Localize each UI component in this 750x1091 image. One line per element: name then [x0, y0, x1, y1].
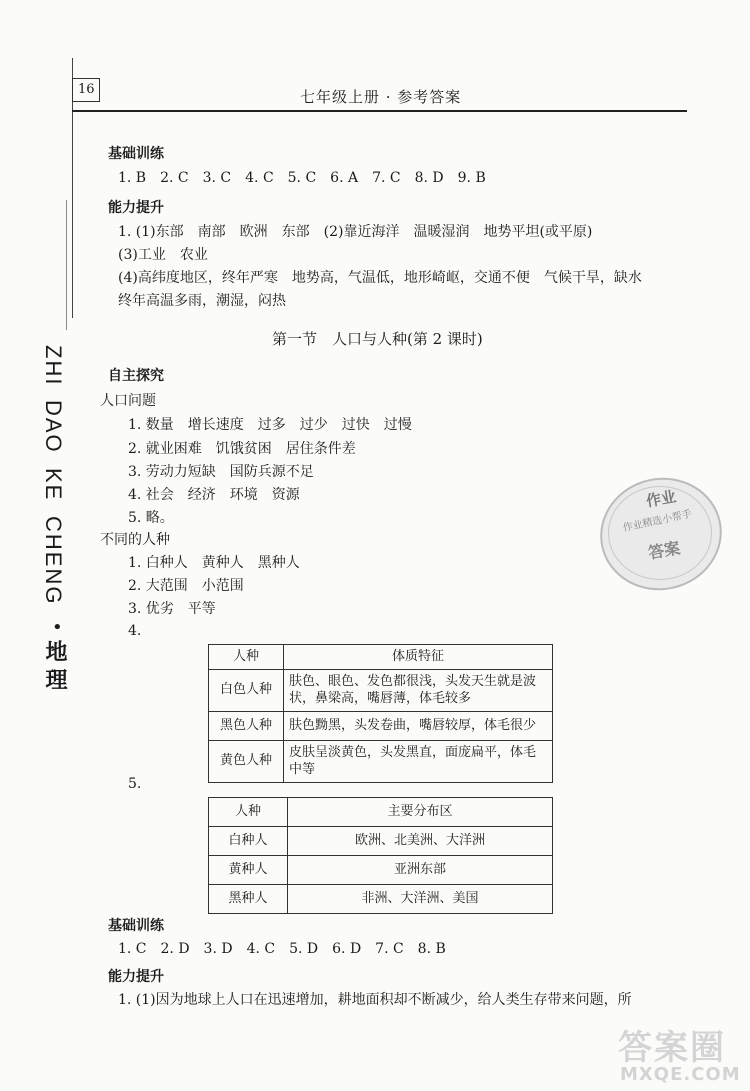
table-header-cell: 主要分布区: [288, 798, 553, 827]
ability-line: 终年高温多雨，潮湿，闷热: [118, 293, 286, 309]
population-heading: 人口问题: [100, 393, 156, 409]
spine-word: ZHI: [41, 345, 66, 387]
race-cell: 白种人: [209, 827, 288, 856]
basic-answers-1: 1. B 2. C 3. C 4. C 5. C 6. A 7. C 8. D 9. B: [118, 170, 486, 186]
stamp-text-middle: 作业精选小帮手: [622, 508, 693, 535]
races-heading: 不同的人种: [100, 532, 170, 548]
page-number: 16: [78, 82, 95, 97]
ability-line-2: 1. (1)因为地球上人口在迅速增加，耕地面积却不断减少，给人类生存带来问题，所: [118, 992, 632, 1008]
race-cell: 黑色人种: [209, 711, 284, 740]
ability-line: (4)高纬度地区，终年严寒 地势高，气温低，地形崎岖，交通不便 气候干旱，缺水: [118, 270, 642, 286]
region-cell: 非洲、大洋洲、美国: [288, 885, 553, 914]
basic-training-heading-2: 基础训练: [108, 918, 164, 934]
ability-line: 1. (1)东部 南部 欧洲 东部 (2)靠近海洋 温暖湿润 地势平坦(或平原): [118, 224, 593, 240]
spine-subject: 地理: [42, 640, 68, 696]
self-study-heading: 自主探究: [108, 368, 164, 384]
table-row: [209, 711, 553, 740]
population-item: 2. 就业困难 饥饿贫困 居住条件差: [128, 441, 356, 457]
table-row: [209, 885, 553, 914]
population-item: 3. 劳动力短缺 国防兵源不足: [128, 464, 314, 480]
spine-dot: •: [52, 617, 63, 638]
table-row: [209, 856, 553, 885]
spine-word: CHENG: [41, 515, 66, 605]
table-header-cell: 人种: [209, 798, 288, 827]
race-cell: 黑种人: [209, 885, 288, 914]
ability-heading-1: 能力提升: [108, 200, 164, 216]
feature-cell: 肤色、眼色、发色都很浅，头发天生就是波状，鼻梁高，嘴唇薄，体毛较多: [284, 669, 553, 711]
item4-label: 4.: [128, 623, 142, 639]
header-title: 七年级上册 · 参考答案: [300, 88, 462, 106]
table-row: [209, 740, 553, 782]
physical-features-table: [208, 644, 553, 783]
table-header-cell: 体质特征: [284, 645, 553, 670]
races-item: 1. 白种人 黄种人 黑种人: [128, 555, 300, 571]
population-item: 5. 略。: [128, 510, 174, 526]
watermark-url: MXQE.COM: [620, 1064, 741, 1085]
basic-training-heading-1: 基础训练: [108, 146, 164, 162]
table-row: [209, 669, 553, 711]
feature-cell: 肤色黝黑，头发卷曲，嘴唇较厚，体毛很少: [284, 711, 553, 740]
race-cell: 白色人种: [209, 669, 284, 711]
ability-heading-2: 能力提升: [108, 969, 164, 985]
region-cell: 欧洲、北美洲、大洋洲: [288, 827, 553, 856]
population-item: 4. 社会 经济 环境 资源: [128, 487, 300, 503]
table-header-row: [209, 798, 553, 827]
population-item: 1. 数量 增长速度 过多 过少 过快 过慢: [128, 417, 412, 433]
margin-rule-secondary: [66, 200, 67, 330]
table-header-cell: 人种: [209, 645, 284, 670]
stamp-text-bottom: 答案: [646, 538, 682, 563]
distribution-table: [208, 797, 553, 914]
race-cell: 黄种人: [209, 856, 288, 885]
stamp-text-top: 作业: [644, 487, 678, 511]
header-rule: [72, 110, 687, 112]
region-cell: 亚洲东部: [288, 856, 553, 885]
feature-cell: 皮肤呈淡黄色，头发黑直，面庞扁平，体毛中等: [284, 740, 553, 782]
table-header-row: [209, 645, 553, 670]
table-row: [209, 827, 553, 856]
races-item: 3. 优劣 平等: [128, 601, 216, 617]
watermark-logo: 答案圈: [618, 1028, 726, 1068]
races-item: 2. 大范围 小范围: [128, 578, 244, 594]
basic-answers-2: 1. C 2. D 3. D 4. C 5. D 6. D 7. C 8. B: [118, 941, 446, 957]
spine-word: KE: [41, 468, 66, 502]
race-cell: 黄色人种: [209, 740, 284, 782]
ability-line: (3)工业 农业: [118, 247, 208, 263]
item5-label: 5.: [128, 776, 142, 792]
section-title: 第一节 人口与人种(第 2 课时): [272, 330, 483, 348]
spine-word: DAO: [41, 400, 66, 455]
